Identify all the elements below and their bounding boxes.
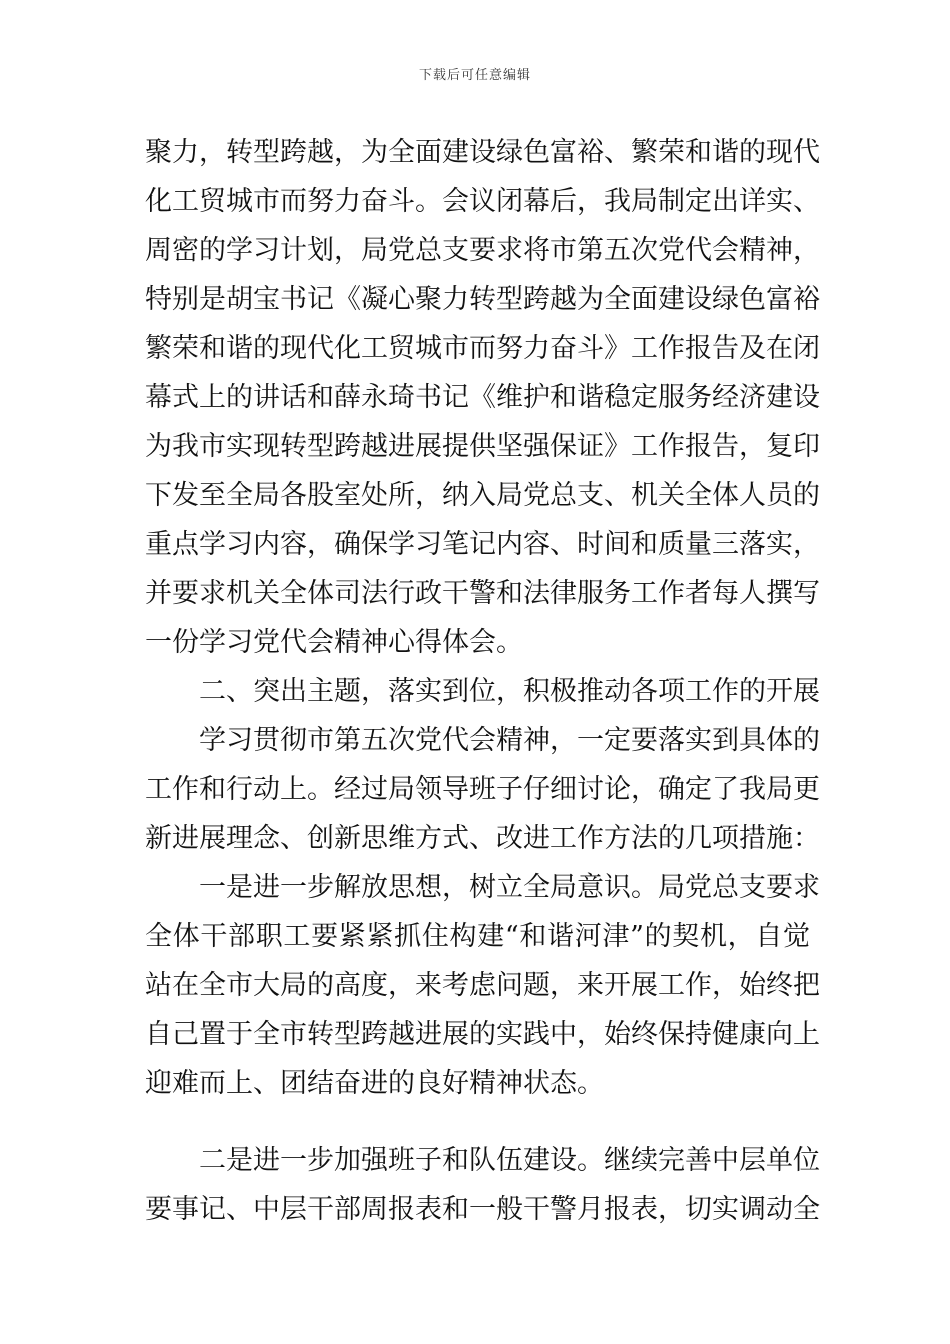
text-line: 一是进一步解放思想，树立全局意识。局党总支要求 xyxy=(199,872,820,903)
paragraph-gap xyxy=(145,1108,810,1136)
paragraph xyxy=(145,128,820,667)
text-line: 繁荣和谐的现代化工贸城市而努力奋斗》工作报告及在闭 xyxy=(145,333,820,364)
text-line: 自己置于全市转型跨越进展的实践中，始终保持健康向上 xyxy=(145,1019,820,1050)
text-line: 重点学习内容，确保学习笔记内容、时间和质量三落实， xyxy=(145,529,820,560)
text-line: 化工贸城市而努力奋斗。会议闭幕后，我局制定出详实、 xyxy=(145,186,820,217)
text-line: 幕式上的讲话和薛永琦书记《维护和谐稳定服务经济建设 xyxy=(145,382,820,413)
text-line: 并要求机关全体司法行政干警和法律服务工作者每人撰写 xyxy=(145,578,820,609)
text-line: 要事记、中层干部周报表和一般干警月报表，切实调动全 xyxy=(145,1194,820,1225)
paragraph xyxy=(145,1136,820,1234)
paragraph xyxy=(145,863,820,1108)
text-line: 全体干部职工要紧紧抓住构建“和谐河津”的契机，自觉 xyxy=(145,921,810,952)
paragraph xyxy=(145,716,820,863)
section-heading xyxy=(145,667,820,716)
text-line: 特别是胡宝书记《凝心聚力转型跨越为全面建设绿色富裕 xyxy=(145,284,820,315)
text-line: 周密的学习计划，局党总支要求将市第五次党代会精神， xyxy=(145,235,820,266)
text-line: 聚力，转型跨越，为全面建设绿色富裕、繁荣和谐的现代 xyxy=(145,137,820,168)
document-body xyxy=(145,128,820,1234)
text-line: 工作和行动上。经过局领导班子仔细讨论，确定了我局更 xyxy=(145,774,820,805)
text-line: 一份学习党代会精神心得体会。 xyxy=(145,627,523,658)
text-line: 为我市实现转型跨越进展提供坚强保证》工作报告，复印 xyxy=(145,431,820,462)
text-line: 站在全市大局的高度，来考虑问题，来开展工作，始终把 xyxy=(145,970,820,1001)
text-line: 迎难而上、团结奋进的良好精神状态。 xyxy=(145,1068,604,1099)
heading-line: 二、突出主题，落实到位，积极推动各项工作的开展 xyxy=(199,676,820,707)
text-line: 学习贯彻市第五次党代会精神，一定要落实到具体的 xyxy=(199,725,820,756)
text-line: 新进展理念、创新思维方式、改进工作方法的几项措施： xyxy=(145,823,820,854)
page-header: 下载后可任意编辑 xyxy=(418,68,531,83)
text-line: 下发至全局各股室处所，纳入局党总支、机关全体人员的 xyxy=(145,480,820,511)
text-line: 二是进一步加强班子和队伍建设。继续完善中层单位 xyxy=(199,1145,820,1176)
